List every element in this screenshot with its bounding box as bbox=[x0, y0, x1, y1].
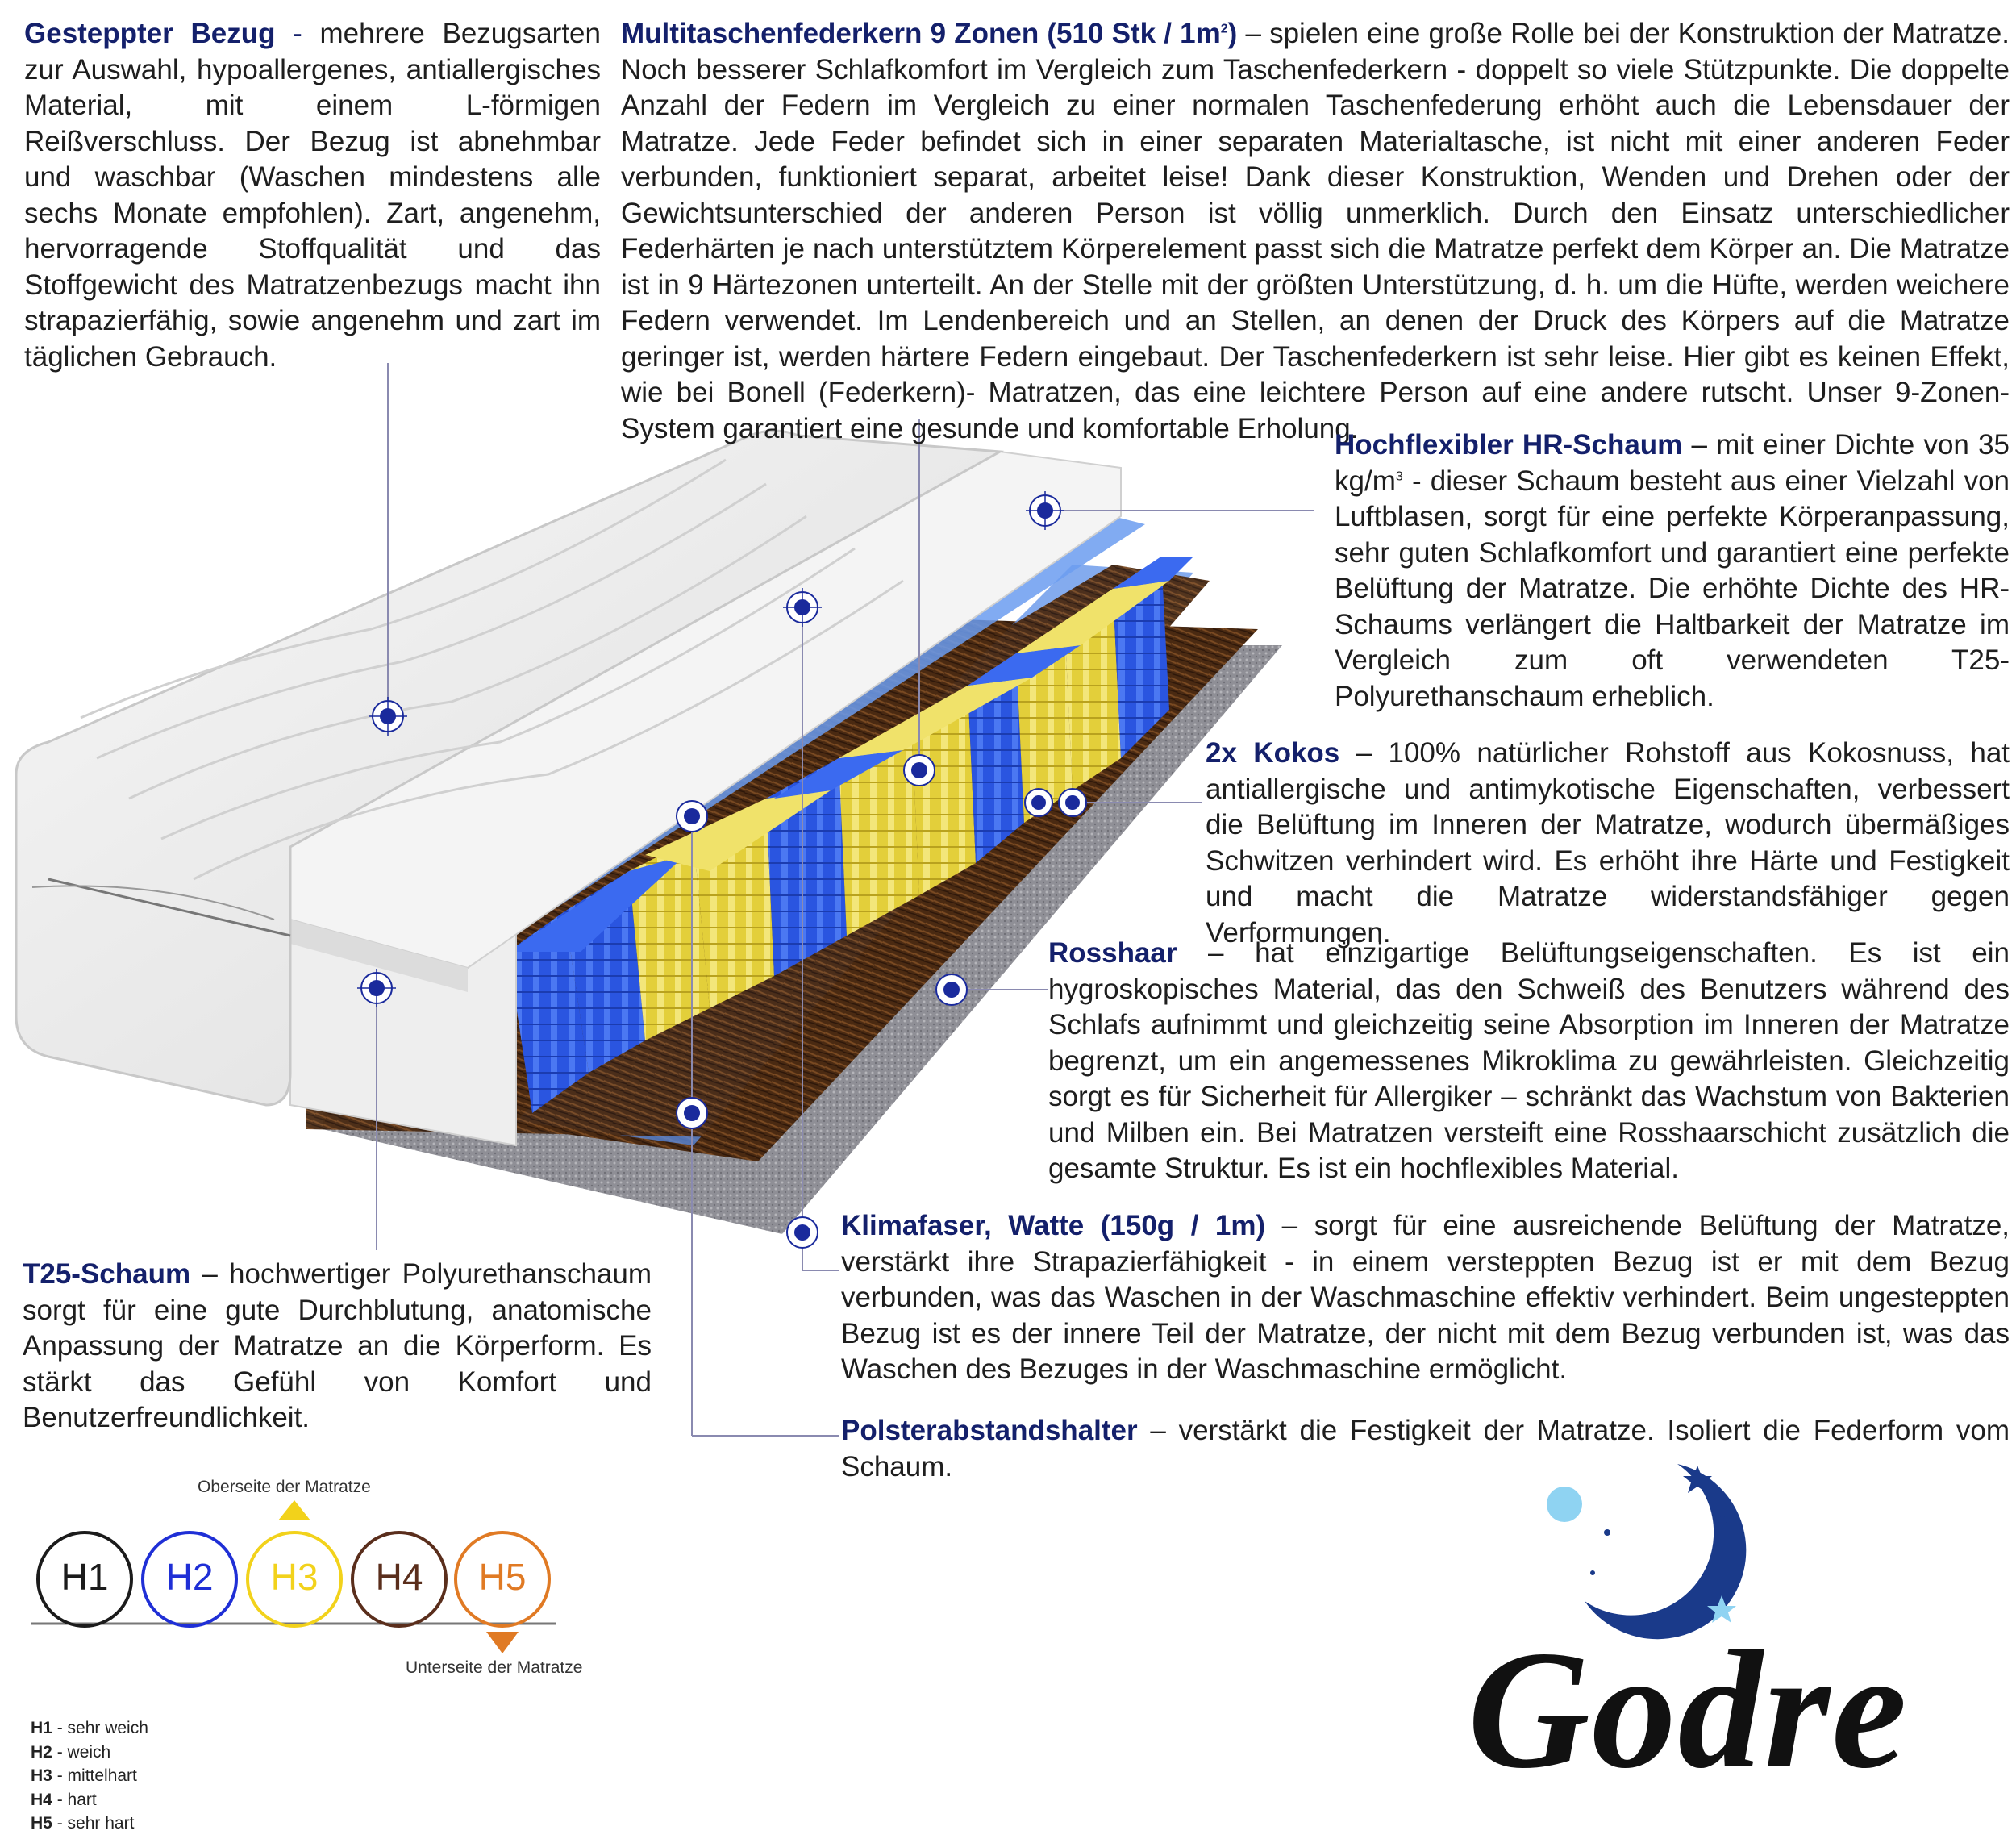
hardness-circle-h1: H1 bbox=[60, 1556, 109, 1598]
section-rosshaar: Rosshaar – hat einzigartige Belüftungseigenschaften. Es ist ein hygroskopisches Material, das den Schweiß des Benutzers während des Schlafs aufnimmt und gleichzeitig seine Absorption im Inneren der Matratze begrenzt, um ein angemessenes Mikroklima zu gewährleisten. Gleichzeitig sorgt es für Sicherheit für Allergiker – schränkt das Wachstum von Bakterien und Milben ein. Bei Matratzen versteift eine Rosshaarschicht zusätzlich die gesamte Struktur. Es ist ein hochflexibles Material. bbox=[1048, 937, 2010, 1184]
federkern-title: Multitaschenfederkern 9 Zonen (510 Stk / 1m bbox=[621, 18, 1221, 49]
polster-title: Polsterabstandshalter bbox=[841, 1415, 1138, 1446]
hardness-legend bbox=[31, 1716, 148, 1836]
legend-item-h5: H5 - sehr hart bbox=[31, 1814, 135, 1833]
section-federkern: Multitaschenfederkern 9 Zonen (510 Stk / $1m^2$) – spielen eine große Rolle bei der Konstruktion der Matratze. Noch besserer Schlafkomfort im Vergleich zum Taschenfederkern - doppelt so viele Stützpunkte. Die doppelte Anzahl der Federn im Vergleich zu einer normalen Taschenfederung erhöht auch die Lebensdauer der Matratze. Jede Feder befindet sich in einer separaten Materialtasche, ist nicht mit einer anderen Feder verbunden, funktioniert separat, arbeitet leise! Dank dieser Konstruktion, Wenden und Drehen oder der Gewichtsunterschied der anderen Person ist völlig unmerklich. Durch den Einsatz unterschiedlicher Federhärten je nach unterstütztem Körperelement passt sich die Matratze perfekt dem Körper an. Die Matratze ist in 9 Härtezonen unterteilt. An der Stelle mit der größten Unterstützung, d. h. um die Hüfte, werden weichere Federn verwendet. Im Lendenbereich und an Stellen, an denen der Druck des Körpers auf die Matratze geringer ist, werden härtere Federn eingebaut. Der Taschenfederkern ist sehr leise. Hier gibt es keinen Effekt, wie bei Bonell (Federkern)- Matratzen, das eine leichtere Person auf eine andere rutscht. Unser 9-Zonen-System garantiert eine gesunde und komfortable Erholung. bbox=[621, 18, 2010, 444]
t25-title: T25-Schaum bbox=[23, 1258, 191, 1290]
section-kokos: 2x Kokos – 100% natürlicher Rohstoff aus Kokosnuss, hat antiallergische und antimykotische Eigenschaften, verbessert die Belüftung im Inneren der Matratze, wodurch übermäßiges Schwitzen verhindert wird. Es erhöht ihre Härte und Festigkeit und macht die Matratze widerstandsfähiger gegen Verformungen. bbox=[1206, 737, 2010, 949]
hardness-circle-h4: H4 bbox=[375, 1556, 423, 1598]
hrschaum-text: mit einer Dichte von 35 kg/m bbox=[1335, 429, 2010, 497]
bezug-title: Gesteppter Bezug bbox=[24, 18, 276, 49]
klimafaser-title: Klimafaser, Watte (150g / 1m) bbox=[841, 1210, 1266, 1241]
legend-item-h3: H3 - mittelhart bbox=[31, 1766, 137, 1785]
rosshaar-text: hat einzigartige Belüftungseigenschaften. Es ist ein hygroskopisches Material, das den Schweiß des Benutzers während des Schlafs aufnimmt und gleichzeitig seine Absorption im Inneren der Matratze begrenzt, um ein angemessenes Mikroklima zu gewährleisten. Gleichzeitig sorgt es für Sicherheit für Allergiker – schränkt das Wachstum von Bakterien und Milben ein. Bei Matratzen versteift eine Rosshaarschicht zusätzlich die gesamte Struktur. Es ist ein hochflexibles Material. bbox=[1048, 937, 2010, 1184]
hardness-circle-h5: H5 bbox=[478, 1556, 527, 1598]
section-bezug: Gesteppter Bezug - mehrere Bezugsarten zur Auswahl, hypoallergenes, antiallergisches Material, mit einem L-förmigen Reißverschluss. Der Bezug ist abnehmbar und waschbar (Waschen mindestens alle sechs Monate empfohlen). Zart, angenehm, hervorragende Stoffqualität und das Stoffgewicht des Matratzenbezugs macht ihn strapazierfähig, sowie angenehm und zart im täglichen Gebrauch. bbox=[24, 18, 601, 373]
kokos-text: 100% natürlicher Rohstoff aus Kokosnuss, hat antiallergische und antimykotische Eigenschaften, verbessert die Belüftung im Inneren der Matratze, wodurch übermäßiges Schwitzen verhindert wird. Es erhöht ihre Härte und Festigkeit und macht die Matratze widerstandsfähiger gegen Verformungen. bbox=[1206, 737, 2010, 949]
brand-logo: Godre bbox=[1468, 1616, 1909, 1804]
hardness-top-label: Oberseite der Matratze bbox=[198, 1478, 371, 1496]
hrschaum-title: Hochflexibler HR-Schaum bbox=[1335, 429, 1683, 461]
t25-text: hochwertiger Polyurethanschaum sorgt für eine gute Durchblutung, anatomische Anpassung der Matratze an die Körperform. Es stärkt das Gefühl von Komfort und Benutzerfreundlichkeit. bbox=[23, 1258, 652, 1433]
polster-text: verstärkt die Festigkeit der Matratze. Isoliert die Federform vom Schaum. bbox=[841, 1415, 2010, 1482]
section-t25: T25-Schaum – hochwertiger Polyurethanschaum sorgt für eine gute Durchblutung, anatomische Anpassung der Matratze an die Körperform. Es stärkt das Gefühl von Komfort und Benutzerfreundlichkeit. bbox=[23, 1258, 652, 1433]
bezug-text: mehrere Bezugsarten zur Auswahl, hypoallergenes, antiallergisches Material, mit einem L-förmigen Reißverschluss. Der Bezug ist abnehmbar und waschbar (Waschen mindestens alle sechs Monate empfohlen). Zart, angenehm, hervorragende Stoffqualität und das Stoffgewicht des Matratzenbezugs macht ihn strapazierfähig, sowie angenehm und zart im täglichen Gebrauch. bbox=[24, 18, 601, 373]
federkern-text: spielen eine große Rolle bei der Konstruktion der Matratze. Noch besserer Schlafkomfort im Vergleich zum Taschenfederkern - doppelt so viele Stützpunkte. Die doppelte Anzahl der Federn im Vergleich zu einer normalen Taschenfederung erhöht auch die Lebensdauer der Matratze. Jede Feder befindet sich in einer separaten Materialtasche, ist nicht mit einer anderen Feder verbunden, funktioniert separat, arbeitet leise! Dank dieser Konstruktion, Wenden und Drehen oder der Gewichtsunterschied der anderen Person ist völlig unmerklich. Durch den Einsatz unterschiedlicher Federhärten je nach unterstütztem Körperelement passt sich die Matratze perfekt dem Körper an. Die Matratze ist in 9 Härtezonen unterteilt. An der Stelle mit der größten Unterstützung, d. h. um die Hüfte, werden weichere Federn verwendet. Im Lendenbereich und an Stellen, an denen der Druck des Körpers auf die Matratze geringer ist, werden härtere Federn eingebaut. Der Taschenfederkern ist sehr leise. Hier gibt es keinen Effekt, wie bei Bonell (Federkern)- Matratzen, das eine leichtere Person auf eine andere rutscht. Unser 9-Zonen-System garantiert eine gesunde und komfortable Erholung. bbox=[621, 18, 2010, 444]
klimafaser-text: sorgt für eine ausreichende Belüftung der Matratze, verstärkt ihre Strapazierfähigkeit - in einem versteppten Bezug ist er mit dem Bezug verbunden, was das Waschen in der Waschmaschine effektiv verhindert. Beim ungesteppten Bezug ist es der innere Teil der Matratze, der nicht mit dem Bezug verbunden ist, was das Waschen des Bezuges in der Waschmaschine ermöglicht. bbox=[841, 1210, 2010, 1385]
kokos-title: 2x Kokos bbox=[1206, 737, 1340, 769]
section-hrschaum: Hochflexibler HR-Schaum – mit einer Dichte von 35 $kg/m^3$ - dieser Schaum besteht aus einer Vielzahl von Luftblasen, sorgt für eine perfekte Körperanpassung, sehr guten Schlafkomfort und garantiert eine perfekte Belüftung der Matratze. Die erhöhte Dichte des HR-Schaums verlängert die Haltbarkeit der Matratze im Vergleich zum oft verwendeten T25-Polyurethanschaum erheblich. bbox=[1335, 429, 2010, 712]
hardness-circle-h3: H3 bbox=[270, 1556, 319, 1598]
hardness-bottom-label: Unterseite der Matratze bbox=[406, 1658, 583, 1677]
section-klimafaser: Klimafaser, Watte (150g / 1m) – sorgt für eine ausreichende Belüftung der Matratze, verstärkt ihre Strapazierfähigkeit - in einem versteppten Bezug ist er mit dem Bezug verbunden, was das Waschen in der Waschmaschine effektiv verhindert. Beim ungesteppten Bezug ist es der innere Teil der Matratze, der nicht mit dem Bezug verbunden ist, was das Waschen des Bezuges in der Waschmaschine ermöglicht. bbox=[841, 1210, 2010, 1385]
section-polster: Polsterabstandshalter – verstärkt die Festigkeit der Matratze. Isoliert die Federform vom Schaum. bbox=[841, 1415, 2010, 1482]
legend-item-h2: H2 - weich bbox=[31, 1742, 111, 1762]
rosshaar-title: Rosshaar bbox=[1048, 937, 1177, 969]
legend-item-h4: H4 - hart bbox=[31, 1790, 97, 1809]
legend-item-h1: H1 - sehr weich bbox=[31, 1719, 148, 1737]
hardness-circle-h2: H2 bbox=[165, 1556, 214, 1598]
